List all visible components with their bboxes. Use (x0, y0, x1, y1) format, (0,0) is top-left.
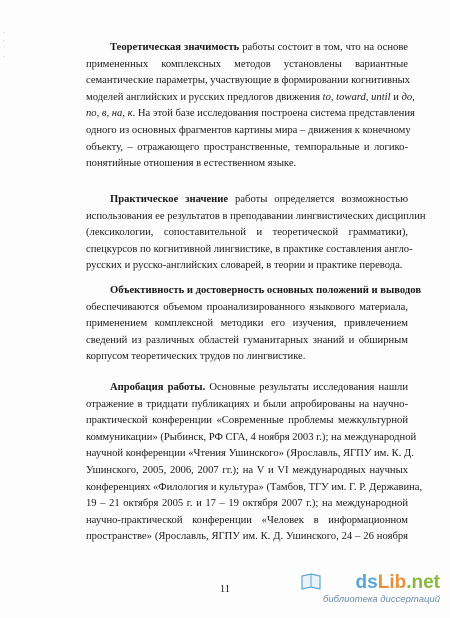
bold-heading-run: Теоретическая значимость (110, 42, 240, 53)
text-line (86, 156, 408, 173)
text-line (86, 258, 408, 275)
text-line (86, 480, 423, 497)
text-line (86, 496, 408, 513)
text-line (86, 209, 426, 226)
text-line (86, 446, 414, 463)
text-line (86, 73, 411, 90)
text-line (86, 40, 408, 57)
text-line (86, 397, 408, 414)
paragraph-reliability (86, 283, 422, 366)
paragraph-theoretical-significance (86, 40, 415, 173)
text-run: 19 – 21 октября 2005 г. и 17 – 19 октября 2007 г.); на международной (86, 498, 408, 510)
text-run: использования ее результатов в преподавании лингвистических дисциплин (86, 210, 426, 222)
paragraph-practical-value (86, 192, 426, 275)
logo-part-lib: Lib (377, 572, 407, 593)
text-line (86, 380, 408, 397)
logo-part-net: .net (406, 572, 440, 593)
dslib-watermark (306, 572, 440, 608)
text-line (86, 513, 408, 530)
text-run: семантические параметры, участвующие в формировании когнитивных (86, 75, 411, 87)
text-run: отражение в тридцати публикациях и были апробированы на научно- (86, 398, 408, 410)
text-run: работы определяется возможностью (228, 194, 408, 205)
text-line (86, 192, 408, 209)
text-line (86, 413, 408, 430)
bold-heading-run: Практическое значение (110, 194, 229, 205)
text-line (86, 333, 408, 350)
text-run: Основные результаты исследования нашли (205, 382, 408, 393)
text-line (86, 90, 415, 107)
text-run: русских и русско-английских словарей, в теории и практике перевода. (86, 260, 403, 272)
text-run: Ушинского, 2005, 2006, 2007 гг.); на V и VI международных научных (86, 464, 408, 476)
text-run: одного из основных фрагментов картины мира – движения к конечному (86, 124, 411, 136)
text-run: применением комплексной методики его изучения, привлечением (86, 318, 408, 330)
text-run: обеспечиваются объемом проанализированного языкового материала, (86, 301, 408, 313)
text-run: практической конференции «Современные проблемы межкультурной (86, 415, 408, 427)
text-run: примененных комплексных методов установлены вариантные (86, 58, 408, 70)
text-run: объекту, – отражающего пространственные, темпоральные и логико- (86, 141, 408, 153)
text-line (86, 463, 408, 480)
text-run: корпусом теоретических трудов по лингвистике. (86, 351, 306, 363)
scan-edge-artifact: · · ˙ · (3, 30, 6, 61)
text-line (86, 529, 408, 546)
text-run: спецкурсов по когнитивной лингвистике, в практике составления англо- (86, 243, 413, 255)
text-line (86, 430, 417, 447)
text-run: (лексикологии, сопоставительной и теоретической грамматики), (86, 227, 408, 239)
italic-run: to, toward, until (322, 91, 391, 103)
dslib-logo (306, 572, 440, 594)
text-run: научной конференции «Чтения Ушинского» (Ярославль, ЯГПУ им. К. Д. (86, 448, 414, 460)
text-line (86, 283, 422, 300)
text-run: и (390, 91, 402, 103)
text-run: понятийные отношения в естественном языке. (86, 158, 297, 170)
text-run: пространстве» (Ярославль, ЯГПУ им. К. Д. Ушинского, 24 – 26 ноября (86, 531, 408, 543)
paragraph-approbation (86, 380, 423, 546)
logo-part-ds: ds (355, 572, 378, 593)
bold-heading-run: Объективность и достоверность основных положений и выводов (110, 285, 422, 296)
text-run: работы состоит в том, что на основе (239, 42, 408, 53)
text-run: научно-практической конференции «Человек в информационном (86, 514, 408, 526)
bold-heading-run: Апробация работы. (110, 382, 206, 393)
text-line (86, 140, 408, 157)
text-line (86, 300, 408, 317)
text-line (86, 349, 408, 366)
text-run: конференциях «Филология и культура» (Тамбов, ТГУ им. Г. Р. Державина, (86, 481, 423, 493)
text-run: коммуникации» (Рыбинск, РФ СГА, 4 ноября 2003 г.); на международной (86, 431, 417, 443)
text-line (86, 106, 415, 123)
text-run: сведений из различных областей гуманитарных знаний и обширным (86, 334, 408, 346)
text-line (86, 316, 408, 333)
page-number: 11 (219, 584, 231, 595)
text-line (86, 225, 408, 242)
text-line (86, 123, 411, 140)
italic-run: по, в, на, к (86, 108, 133, 120)
text-line (86, 242, 413, 259)
dslib-subtitle: библиотека диссертаций (323, 594, 440, 605)
text-run: . На этой базе исследования построена система представления (132, 108, 415, 120)
italic-run: до, (401, 91, 415, 103)
text-line (86, 57, 408, 74)
text-run: моделей английских и русских предлогов движения (86, 91, 323, 103)
